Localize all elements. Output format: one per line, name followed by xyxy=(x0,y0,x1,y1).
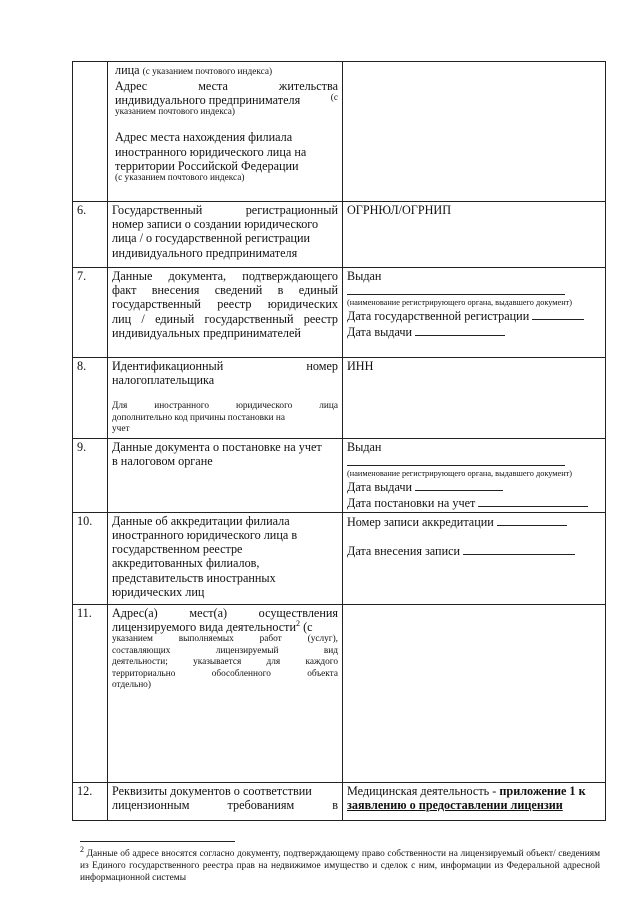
label-text: государственный реестр юридических xyxy=(112,297,338,312)
label-text: иностранного юридического лица в xyxy=(112,527,298,542)
reg-date-field[interactable] xyxy=(532,308,584,320)
footnote-text: Данные об адресе вносятся согласно документу, подтверждающему право собственности на лицензируемый объект/ сведениям из Единого государственного реестра прав на недвижимое имущество и сделок с ним, информации из Федеральной адресной информационной системы xyxy=(80,849,601,883)
label-note: составляющих лицензируемый вид xyxy=(112,645,338,656)
issued-label: Выдан xyxy=(347,269,382,283)
label-text: аккредитованных филиалов, xyxy=(112,556,260,571)
issued-label: Выдан xyxy=(347,439,382,454)
issue-date-label: Дата выдачи xyxy=(347,480,413,495)
issued-field[interactable] xyxy=(347,454,565,466)
issue-date-field[interactable] xyxy=(415,479,503,491)
activity-name: Медицинская деятельность - xyxy=(347,783,497,798)
label-text: индивидуального предпринимателя xyxy=(115,92,301,107)
label-text: Адрес(а) мест(а) осуществления xyxy=(112,605,338,620)
row-label-cell xyxy=(108,202,343,268)
tax-reg-date-field[interactable] xyxy=(478,495,588,507)
reg-date-label: Дата государственной регистрации xyxy=(347,309,530,324)
label-text: иностранного юридического лица на xyxy=(115,144,307,159)
label-text: в xyxy=(332,797,338,812)
label-note: указанием почтового индекса) xyxy=(115,106,235,117)
row-label-cell xyxy=(108,604,343,782)
row-label-cell xyxy=(108,512,343,604)
row-number: 10. xyxy=(73,512,108,604)
ogrn-label: ОГРНЮЛ/ОГРНИП xyxy=(347,203,452,217)
table-row-6 xyxy=(73,202,606,268)
issue-date-field[interactable] xyxy=(415,324,505,336)
label-text: места xyxy=(198,78,228,93)
label-text: лица / о государственной регистрации xyxy=(112,231,311,246)
row-number: 11. xyxy=(73,604,108,782)
record-field[interactable] xyxy=(497,514,567,526)
label-text: государственном реестре xyxy=(112,542,243,557)
label-text: Реквизиты документов о соответствии xyxy=(112,783,312,798)
annex-ref: приложение 1 к xyxy=(499,783,586,798)
license-application-table xyxy=(72,61,606,821)
footnote-mark: 2 xyxy=(80,844,84,854)
tax-doc-cell xyxy=(343,438,606,512)
label-text: Адрес xyxy=(115,78,148,93)
label-note: деятельности; указывается для каждого xyxy=(112,657,338,668)
table-row-11 xyxy=(73,604,606,782)
footnote-ref[interactable]: 2 xyxy=(296,618,301,628)
tax-reg-date-label: Дата постановки на учет xyxy=(347,495,476,510)
registry-doc-cell xyxy=(343,268,606,358)
label-text: Идентификационный xyxy=(112,359,224,373)
record-date-label: Дата внесения записи xyxy=(347,543,461,558)
label-text: Государственный xyxy=(112,203,203,217)
issued-note: (наименование регистрирующего органа, выдавшего документ) xyxy=(347,298,573,308)
ogrn-value-cell[interactable] xyxy=(343,202,606,268)
label-note: дополнительно код причины постановки на xyxy=(112,412,285,423)
label-text: лицензионным xyxy=(112,797,190,812)
activity-address-cell[interactable] xyxy=(343,604,606,782)
issued-field[interactable] xyxy=(347,283,565,295)
label-text: юридических лиц xyxy=(112,584,205,599)
inn-label: ИНН xyxy=(347,359,374,373)
row-number: 6. xyxy=(73,202,108,268)
label-note: указанием выполняемых работ (услуг), xyxy=(112,634,338,645)
table-row-7 xyxy=(73,268,606,358)
table-row-9 xyxy=(73,438,606,512)
label-text: регистрационный xyxy=(245,203,338,217)
row-label-cell xyxy=(108,438,343,512)
label-note: учет xyxy=(112,424,130,435)
label-note: отдельно) xyxy=(112,680,151,691)
issue-date-label: Дата выдачи xyxy=(347,324,413,339)
label-text: факт внесения сведений в единый xyxy=(112,283,338,298)
footnote xyxy=(80,844,601,884)
label-text: территории Российской Федерации xyxy=(115,158,299,173)
label-text: жительства xyxy=(278,78,338,93)
issued-note: (наименование регистрирующего органа, выдавшего документ) xyxy=(347,469,573,479)
row-value-cell[interactable] xyxy=(343,62,606,202)
accreditation-cell xyxy=(343,512,606,604)
label-text: номер записи о создании юридического xyxy=(112,217,319,232)
label-note: территориально обособленного объекта xyxy=(112,668,338,679)
requisites-cell xyxy=(343,782,606,820)
row-number: 8. xyxy=(73,358,108,439)
row-number: 12. xyxy=(73,782,108,820)
label-text: лица xyxy=(115,63,140,77)
row-label-cell xyxy=(108,782,343,820)
table-row-addresses xyxy=(73,62,606,202)
label-text: требованиям xyxy=(227,797,295,812)
record-label: Номер записи аккредитации xyxy=(347,514,494,529)
row-number: 9. xyxy=(73,438,108,512)
table-row-12 xyxy=(73,782,606,820)
label-text: Адрес места нахождения филиала xyxy=(115,130,293,145)
label-note: (с указанием почтового индекса) xyxy=(142,67,273,77)
row-number: 7. xyxy=(73,268,108,358)
record-date-field[interactable] xyxy=(463,543,575,555)
label-note: (с xyxy=(330,92,338,103)
footnote-divider xyxy=(80,841,235,842)
label-text: индивидуального предпринимателя xyxy=(112,245,298,260)
label-text: представительств иностранных xyxy=(112,570,276,585)
label-note: Для иностранного юридического лица xyxy=(112,401,338,412)
label-text: Данные документа, подтверждающего xyxy=(112,269,338,283)
inn-value-cell[interactable] xyxy=(343,358,606,439)
label-text: лицензируемого вида деятельности xyxy=(112,619,297,634)
label-text: индивидуальных предпринимателей xyxy=(112,325,301,340)
label-text: налогоплательщика xyxy=(112,373,215,388)
label-text: лиц / единый государственный реестр xyxy=(112,311,338,326)
label-note: (с указанием почтового индекса) xyxy=(115,173,245,184)
label-text: номер xyxy=(306,359,338,373)
row-label-cell xyxy=(108,62,343,202)
table-row-10 xyxy=(73,512,606,604)
annex-ref-line2: заявлению о предоставлении лицензии xyxy=(347,797,563,812)
row-label-cell xyxy=(108,358,343,439)
form-page xyxy=(72,61,606,821)
label-text: (с xyxy=(303,619,313,634)
label-text: Данные документа о постановке на учет xyxy=(112,439,322,454)
table-row-8 xyxy=(73,358,606,439)
row-number-cell xyxy=(73,62,108,202)
label-text: в налоговом органе xyxy=(112,454,213,469)
label-text: Данные об аккредитации филиала xyxy=(112,513,290,528)
row-label-cell xyxy=(108,268,343,358)
